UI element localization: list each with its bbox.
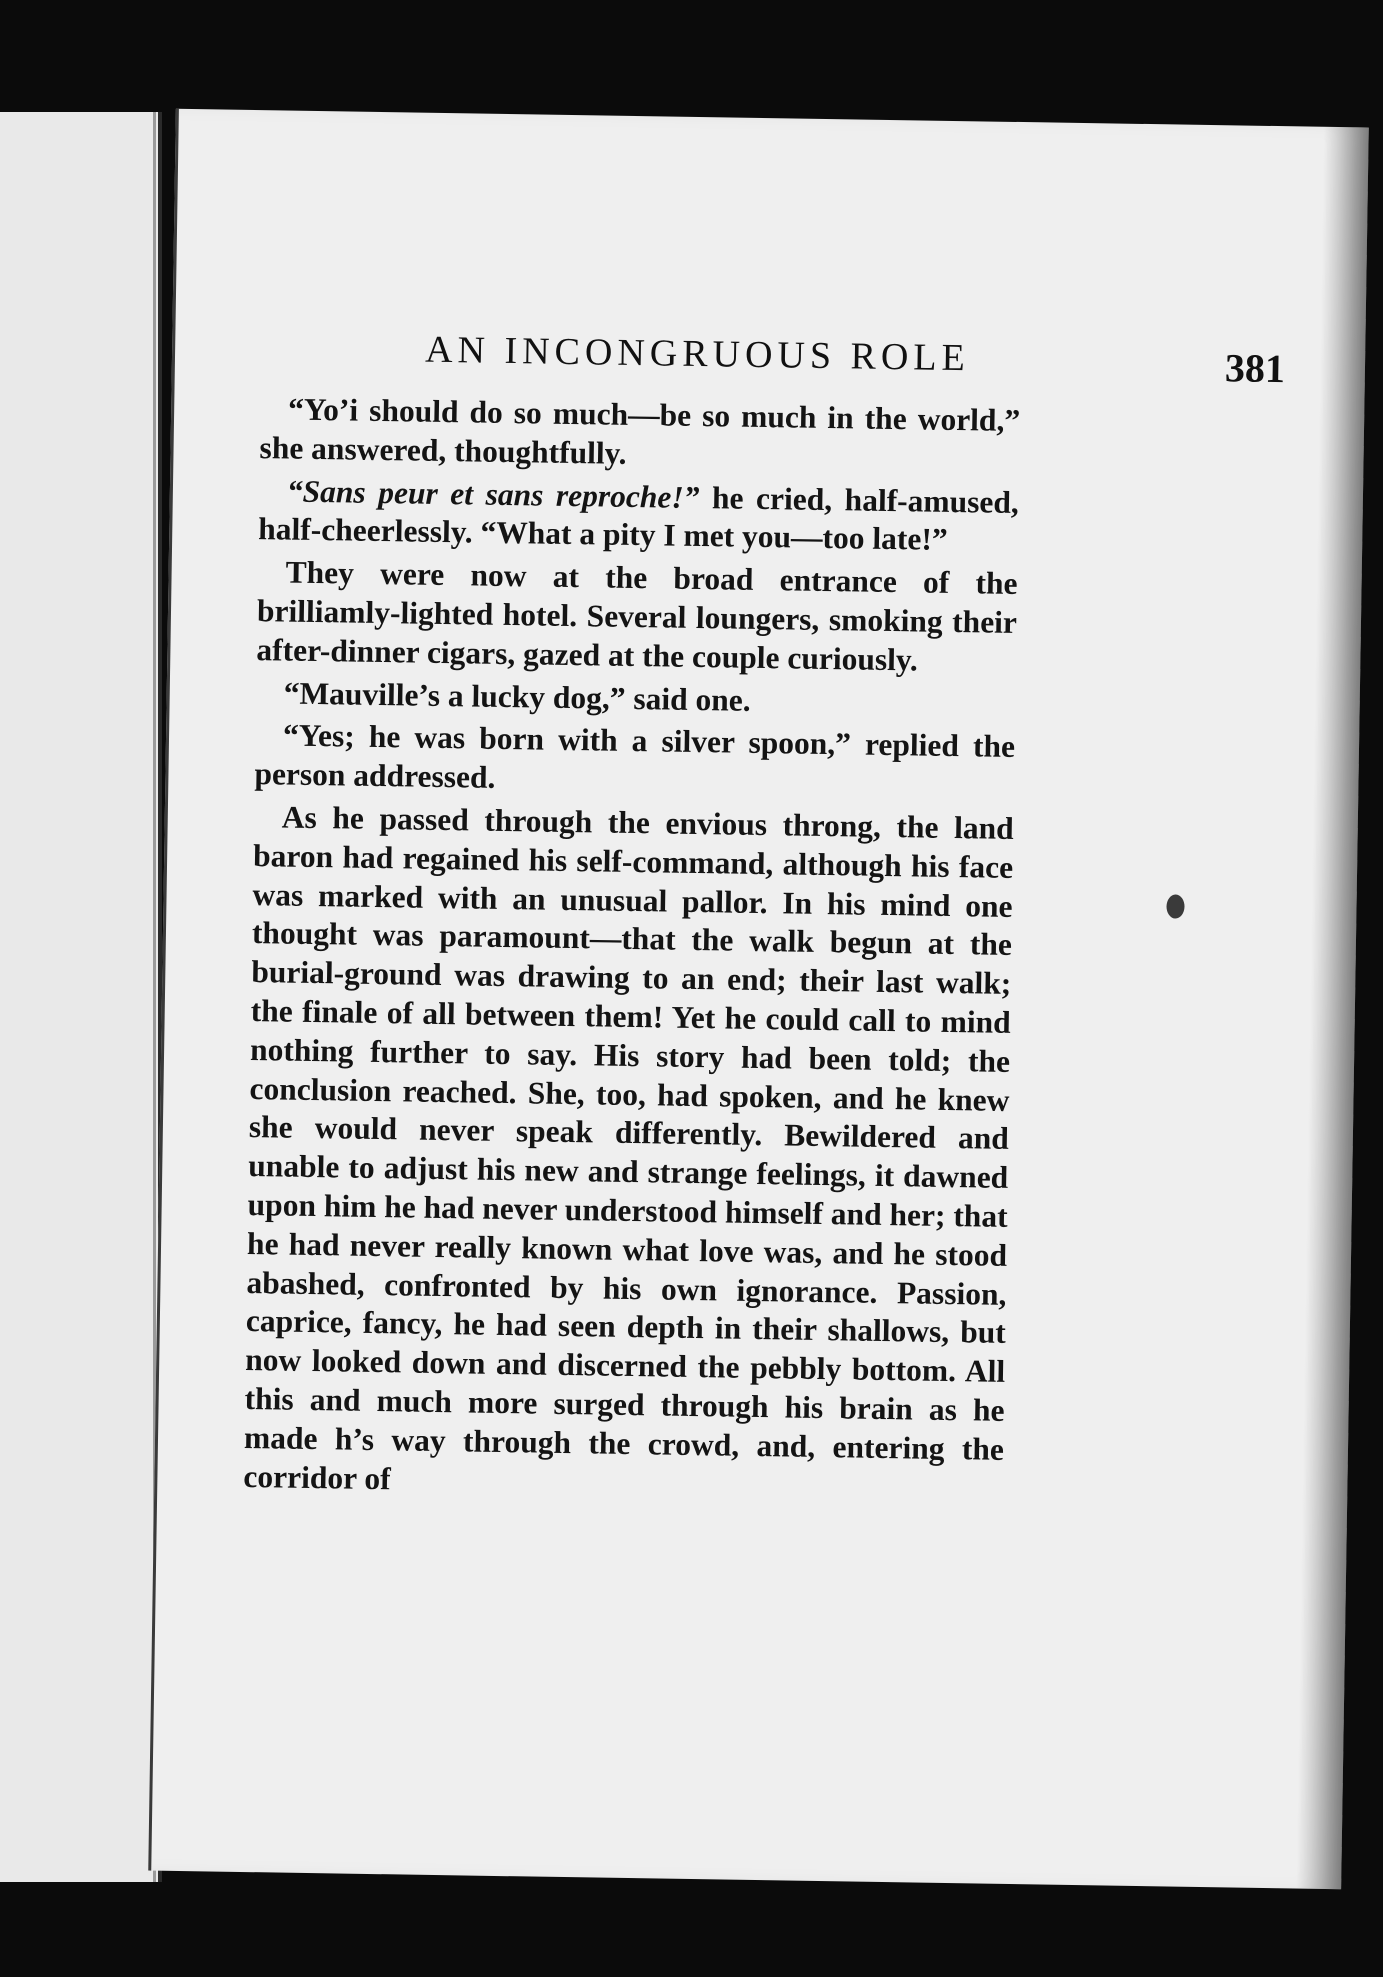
text-run: They were now at the broad entrance of the brilliamly-lighted hotel. Several loungers, smoking their after-dinner cigars, gazed at the couple curiously.: [256, 554, 1018, 678]
text-run: “Mauville’s a lucky dog,” said one.: [283, 675, 751, 718]
paragraph: [256, 553, 1018, 681]
page-edge-shadow: [1296, 127, 1369, 1889]
book-page: [148, 109, 1369, 1890]
paragraph: [254, 716, 1015, 806]
italic-phrase: “Sans peur et sans reproche!”: [286, 473, 700, 515]
facing-page-edge: [0, 112, 162, 1882]
text-run: As he passed through the envious throng, the land baron had regained his self-command, although his face was marked with an unusual pallor. In his mind one thought was paramount—that the walk begun at the burial-ground was drawing to an end; their last walk; the finale of all between them! Yet he could call to mind nothing further to say. His story had been told; the conclusion reached. She, too, had spoken, and he knew she would never speak differently. Bewildered and unable to adjust his new and strange feelings, it dawned upon him he had never understood himself and her; that he had never really known what love was, and he stood abashed, confronted by his own ignorance. Passion, caprice, fancy, he had seen depth in their shallows, but now looked down and discerned the pebbly bottom. All this and much more surged through his brain as he made h’s way through the crowd, and, entering the corridor of: [243, 799, 1014, 1496]
page-number: 381: [1224, 345, 1286, 392]
running-title: AN INCONGRUOUS ROLE: [424, 328, 971, 380]
text-run: “Yo’i should do so much—be so much in the world,” she answered, thoughtfully.: [259, 391, 1021, 471]
text-run: he cried, half-amused, half-cheerlessly. “What a pity I met you—too late!”: [258, 479, 1020, 558]
paragraph: [258, 472, 1019, 562]
paragraph: [243, 798, 1014, 1508]
paragraph: [255, 674, 1016, 725]
running-head: [424, 328, 1286, 392]
paragraph: [259, 390, 1020, 480]
text-run: “Yes; he was born with a silver spoon,” replied the person addressed.: [254, 717, 1016, 796]
body-text: [243, 390, 1020, 1512]
ink-smudge: [1166, 894, 1184, 918]
